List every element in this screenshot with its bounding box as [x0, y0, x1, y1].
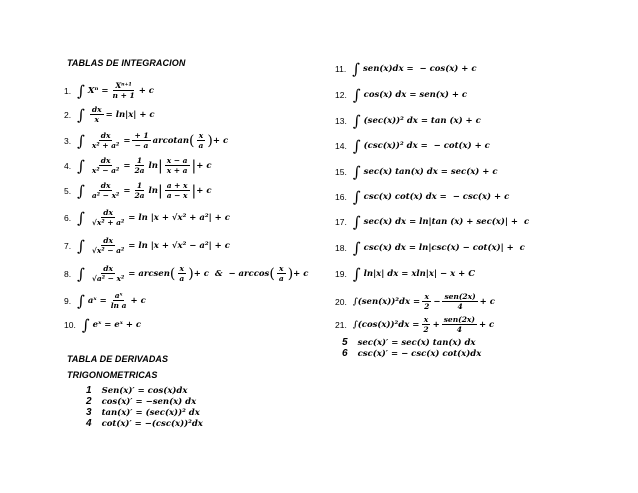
expression-text: + c — [196, 185, 212, 196]
expression-text: csc(x) dx = ln|csc(x) − cot(x)| + c — [363, 243, 525, 253]
fraction-denominator: n + 1 — [112, 91, 135, 100]
absolute-bar: | — [191, 182, 197, 199]
integral-sign: ∫ — [352, 60, 361, 78]
item-number: 5 — [342, 337, 348, 348]
item-number: 6. — [64, 212, 72, 223]
fraction-numerator: x — [198, 131, 204, 140]
expression-text: + c — [138, 85, 154, 96]
parenthesis: ( — [189, 132, 195, 149]
expression-text: (sec(x))² dx = tan (x) + c — [363, 116, 481, 126]
fraction-numerator: + 1 — [134, 131, 149, 140]
item-number: 9. — [64, 295, 72, 306]
parenthesis: ) — [287, 265, 294, 282]
expression-text: Xⁿ = — [87, 85, 109, 96]
fraction — [165, 156, 190, 175]
integral-sign: ∫ — [352, 86, 361, 104]
integrals-heading: TABLAS DE INTEGRACION — [67, 58, 186, 68]
fraction-numerator: x — [424, 292, 429, 301]
item-number: 11. — [335, 64, 347, 74]
integral-sign: ∫ — [352, 188, 361, 206]
formula-13 — [335, 112, 481, 130]
item-number: 4 — [86, 418, 92, 429]
absolute-bar: | — [191, 157, 197, 174]
expression-text: arcotan — [152, 135, 190, 146]
formula-16 — [335, 188, 510, 206]
item-number: 13. — [335, 116, 347, 126]
fraction-denominator: − a — [134, 141, 149, 150]
fraction-numerator: dx — [103, 208, 113, 217]
fraction-numerator: Xⁿ⁺¹ — [115, 81, 132, 90]
fraction-denominator: 2a — [134, 166, 145, 175]
expression-text: + c — [478, 319, 495, 330]
formula-18 — [335, 239, 525, 257]
fraction-denominator: a — [179, 274, 185, 283]
integral-sign: ∫ — [77, 81, 85, 100]
fraction — [165, 181, 190, 200]
expression-text: + c & − arccos — [193, 268, 270, 279]
expression-text: csc(x)′ = − csc(x) cot(x)dx — [357, 349, 482, 359]
expression-text: ln|x| dx = xln|x| − x + C — [363, 269, 475, 279]
derivative-6 — [342, 349, 481, 359]
fraction-numerator: sen(2x) — [444, 292, 476, 301]
item-number: 19. — [335, 269, 347, 279]
expression-text: + — [432, 319, 440, 330]
expression-text: cos(x) dx = sen(x) + c — [363, 90, 468, 100]
derivative-2 — [86, 397, 196, 407]
derivative-4 — [86, 419, 203, 429]
item-number: 7. — [64, 240, 72, 251]
fraction — [90, 105, 104, 124]
fraction-denominator: x² − a² — [91, 166, 120, 175]
expression-text: eˣ = eˣ + c — [92, 320, 142, 330]
fraction-denominator: a — [278, 274, 284, 283]
fraction-numerator: dx — [91, 105, 102, 114]
integral-sign: ∫ — [77, 156, 85, 175]
item-number: 2. — [64, 109, 72, 120]
fraction — [277, 264, 286, 283]
formula-1 — [64, 81, 154, 100]
expression-text: ln — [148, 185, 158, 196]
expression-text: Sen(x)′ = cos(x)dx — [101, 386, 188, 396]
integral-sign: ∫ — [81, 316, 90, 334]
fraction — [90, 236, 126, 255]
expression-text: ∫(cos(x))²dx = — [352, 319, 420, 330]
item-number: 3. — [64, 135, 72, 146]
formula-14 — [335, 137, 490, 155]
fraction-numerator: 1 — [136, 156, 143, 165]
item-number: 1. — [64, 85, 72, 96]
item-number: 18. — [335, 243, 347, 253]
integral-sign: ∫ — [352, 163, 361, 181]
fraction-numerator: x — [179, 264, 185, 273]
fraction-denominator: 4 — [457, 302, 463, 311]
fraction — [90, 131, 121, 150]
formula-7 — [64, 236, 230, 255]
item-number: 8. — [64, 268, 72, 279]
fraction-denominator: x + a — [166, 166, 188, 175]
integral-sign: ∫ — [77, 181, 85, 200]
fraction-denominator: a — [198, 141, 204, 150]
derivative-1 — [86, 386, 187, 396]
item-number: 17. — [335, 217, 347, 227]
expression-text: sec(x)′ = sec(x) tan(x) dx — [357, 338, 476, 348]
fraction — [132, 181, 146, 200]
fraction-numerator: x — [279, 264, 284, 273]
expression-text: (csc(x))² dx = − cot(x) + c — [363, 141, 490, 151]
fraction-denominator: a² − x² — [91, 191, 120, 200]
fraction-denominator: 2 — [424, 302, 430, 311]
absolute-bar: | — [157, 182, 163, 199]
fraction — [90, 181, 121, 200]
item-number: 2 — [86, 396, 92, 407]
fraction — [109, 291, 129, 310]
derivative-3 — [86, 408, 200, 418]
expression-text: + c — [293, 268, 309, 279]
integral-sign: ∫ — [352, 239, 361, 257]
fraction — [421, 315, 430, 334]
fraction — [422, 292, 431, 311]
trig-heading: TRIGONOMETRICAS — [67, 370, 158, 380]
expression-text: ∫(sen(x))²dx = — [352, 296, 421, 307]
formula-9 — [64, 291, 146, 310]
integral-sign: ∫ — [77, 291, 85, 310]
fraction-denominator: a − x — [166, 191, 188, 200]
formula-11 — [335, 60, 477, 78]
derivatives-heading: TABLA DE DERIVADAS — [67, 354, 169, 364]
item-number: 10. — [64, 320, 76, 330]
integral-sign: ∫ — [77, 208, 85, 227]
expression-text: − — [433, 296, 441, 307]
parenthesis: ) — [188, 265, 194, 282]
expression-text: sen(x)dx = − cos(x) + c — [363, 64, 477, 74]
expression-text: = — [123, 185, 131, 196]
formula-12 — [335, 86, 468, 104]
formula-8 — [64, 264, 308, 283]
fraction-denominator: 2 — [423, 325, 429, 334]
formula-6 — [64, 208, 230, 227]
fraction-numerator: sen(2x) — [443, 315, 475, 324]
integral-sign: ∫ — [77, 131, 85, 150]
expression-text: cot(x)′ = −(csc(x))²dx — [101, 419, 203, 429]
item-number: 6 — [342, 348, 348, 359]
formula-20 — [335, 292, 495, 311]
derivative-5 — [342, 338, 475, 348]
expression-text: + c — [212, 135, 229, 146]
item-number: 5. — [64, 185, 72, 196]
fraction — [90, 156, 121, 175]
item-number: 12. — [335, 90, 347, 100]
item-number: 15. — [335, 167, 347, 177]
fraction-denominator: √a² − x² — [91, 274, 125, 283]
fraction — [111, 81, 137, 100]
fraction — [197, 131, 206, 150]
fraction — [132, 131, 150, 150]
expression-text: sec(x) tan(x) dx = sec(x) + c — [363, 167, 498, 177]
fraction-denominator: 4 — [456, 325, 462, 334]
fraction — [442, 292, 477, 311]
expression-text: = ln|x| + c — [105, 109, 155, 120]
fraction-numerator: aˣ — [114, 291, 123, 300]
formula-15 — [335, 163, 498, 181]
parenthesis: ( — [169, 265, 176, 282]
integral-sign: ∫ — [77, 264, 85, 283]
expression-text: = ln |x + √x² + a²| + c — [128, 212, 230, 223]
fraction-numerator: x — [423, 315, 429, 324]
formula-5 — [64, 181, 212, 200]
absolute-bar: | — [157, 157, 163, 174]
formula-3 — [64, 131, 228, 150]
item-number: 3 — [86, 407, 92, 418]
expression-text: aˣ = — [87, 295, 107, 306]
fraction — [90, 208, 126, 227]
item-number: 4. — [64, 160, 72, 171]
integral-sign: ∫ — [352, 112, 361, 130]
expression-text: + c — [479, 296, 495, 307]
expression-text: + c — [130, 295, 146, 306]
integral-sign: ∫ — [352, 213, 361, 231]
item-number: 1 — [86, 385, 92, 396]
item-number: 20. — [335, 296, 347, 307]
expression-text: cos(x)′ = −sen(x) dx — [101, 397, 197, 407]
formula-4 — [64, 156, 212, 175]
formula-2 — [64, 105, 155, 124]
parenthesis: ) — [207, 132, 213, 149]
formula-10 — [64, 316, 142, 334]
fraction-denominator: √x² + a² — [91, 218, 125, 227]
fraction-denominator: √x² − a² — [91, 246, 125, 255]
expression-text: ln — [148, 160, 158, 171]
expression-text: = — [123, 160, 131, 171]
expression-text: + c — [196, 160, 212, 171]
fraction-denominator: x — [94, 115, 100, 124]
fraction-denominator: ln a — [110, 301, 127, 310]
integral-sign: ∫ — [352, 265, 361, 283]
fraction — [132, 156, 146, 175]
item-number: 16. — [335, 192, 347, 202]
item-number: 21. — [335, 319, 347, 330]
fraction-numerator: dx — [100, 131, 111, 140]
fraction-numerator: dx — [100, 156, 111, 165]
expression-text: = arcsen — [128, 268, 170, 279]
fraction-numerator: dx — [103, 236, 113, 245]
fraction-numerator: a + x — [166, 181, 188, 190]
fraction-numerator: dx — [100, 181, 111, 190]
integral-sign: ∫ — [352, 137, 361, 155]
integral-sign: ∫ — [77, 105, 85, 124]
expression-text: = — [123, 135, 131, 146]
item-number: 14. — [335, 141, 347, 151]
fraction — [90, 264, 126, 283]
fraction-numerator: dx — [103, 264, 113, 273]
expression-text: csc(x) cot(x) dx = − csc(x) + c — [363, 192, 510, 202]
integral-sign: ∫ — [77, 236, 85, 255]
fraction-denominator: 2a — [134, 191, 145, 200]
fraction-numerator: 1 — [136, 181, 143, 190]
expression-text: sec(x) dx = ln|tan (x) + sec(x)| + c — [363, 217, 530, 227]
fraction — [177, 264, 186, 283]
expression-text: tan(x)′ = (sec(x))² dx — [101, 408, 200, 418]
formula-21 — [335, 315, 494, 334]
fraction-denominator: x² + a² — [91, 141, 120, 150]
fraction-numerator: x − a — [166, 156, 188, 165]
fraction — [442, 315, 477, 334]
formula-17 — [335, 213, 530, 231]
parenthesis: ( — [269, 265, 275, 282]
formula-19 — [335, 265, 475, 283]
expression-text: = ln |x + √x² − a²| + c — [128, 240, 230, 251]
